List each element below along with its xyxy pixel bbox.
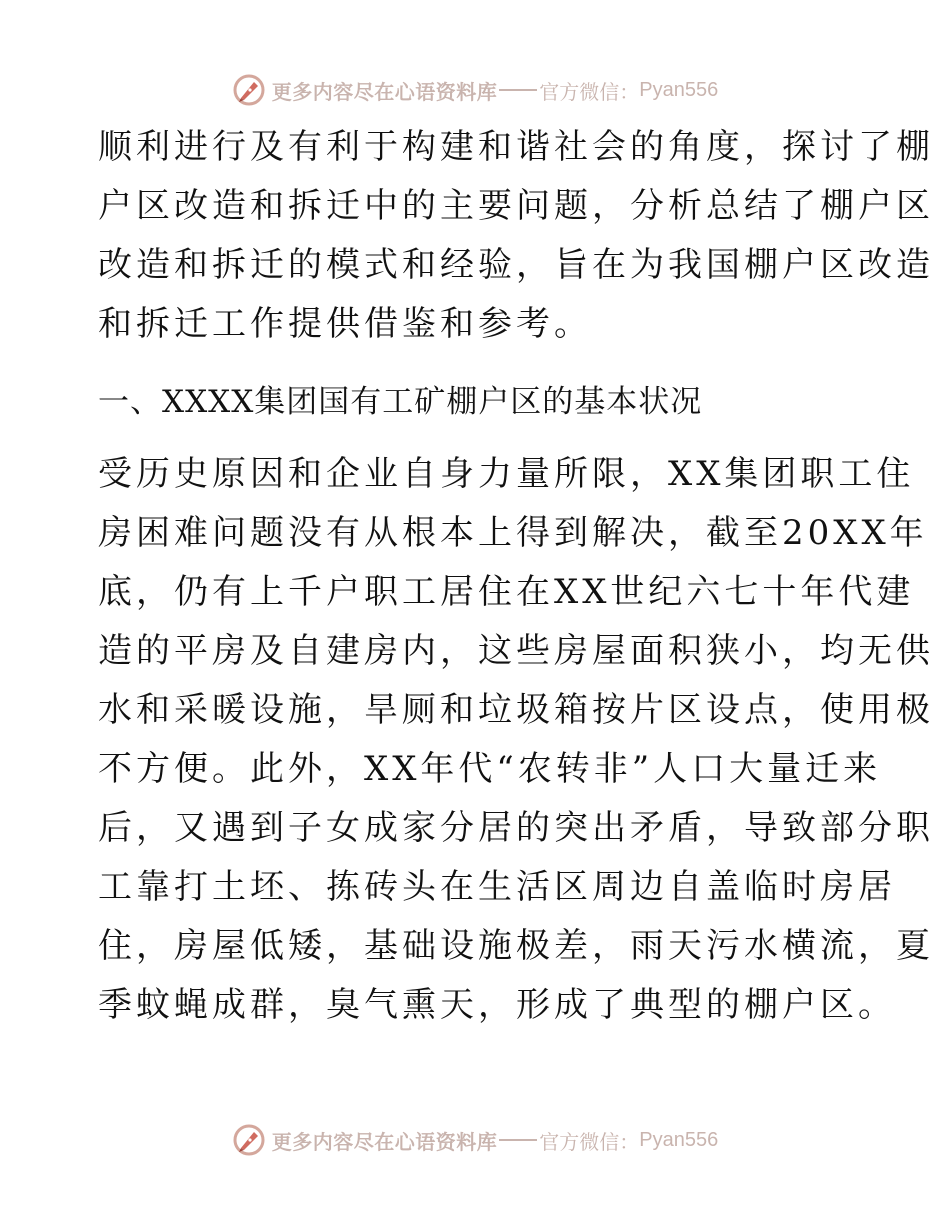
- watermark-account-id: Pyan556: [639, 78, 719, 101]
- text-line: 改造和拆迁的模式和经验，旨在为我国棚户区改造: [98, 245, 934, 285]
- header-watermark: [0, 70, 950, 110]
- text-line: 造的平房及自建房内，这些房屋面积狭小，均无供: [98, 631, 934, 671]
- text-line: 不方便。此外，XX年代“农转非”人口大量迁来: [98, 749, 882, 789]
- document-body: [98, 118, 934, 1035]
- text-line: 水和采暖设施，旱厕和垃圾箱按片区设点，使用极: [98, 690, 934, 730]
- text-line: 工靠打土坯、拣砖头在生活区周边自盖临时房居: [98, 867, 896, 907]
- section-heading: 一、XXXX集团国有工矿棚户区的基本状况: [98, 384, 703, 420]
- pen-nib-logo-icon: [232, 1123, 266, 1157]
- text-line: 受历史原因和企业自身力量所限，XX集团职工住: [98, 454, 915, 494]
- pen-nib-logo-icon: [232, 73, 266, 107]
- watermark-account-id: Pyan556: [639, 1128, 719, 1151]
- watermark-dash: [499, 89, 537, 91]
- watermark-brand-text: 更多内容尽在心语资料库: [271, 79, 498, 104]
- text-line: 房困难问题没有从根本上得到解决，截至20XX年: [98, 513, 928, 553]
- text-line: 后，又遇到子女成家分居的突出矛盾，导致部分职: [98, 808, 934, 848]
- paragraph-1: [98, 118, 934, 354]
- watermark-brand-text: 更多内容尽在心语资料库: [271, 1129, 498, 1154]
- text-line: 住，房屋低矮，基础设施极差，雨天污水横流，夏: [98, 926, 934, 966]
- footer-watermark: [0, 1120, 950, 1160]
- text-line: 和拆迁工作提供借鉴和参考。: [98, 304, 592, 344]
- paragraph-2: [98, 445, 934, 1035]
- watermark-sub-text: 官方微信：: [539, 79, 640, 104]
- watermark-sub-text: 官方微信：: [539, 1129, 640, 1154]
- text-line: 季蚊蝇成群，臭气熏天，形成了典型的棚户区。: [98, 985, 896, 1025]
- watermark-dash: [499, 1139, 537, 1141]
- text-line: 户区改造和拆迁中的主要问题，分析总结了棚户区: [98, 186, 934, 226]
- text-line: 底，仍有上千户职工居住在XX世纪六七十年代建: [98, 572, 915, 612]
- text-line: 顺利进行及有利于构建和谐社会的角度，探讨了棚: [98, 127, 934, 167]
